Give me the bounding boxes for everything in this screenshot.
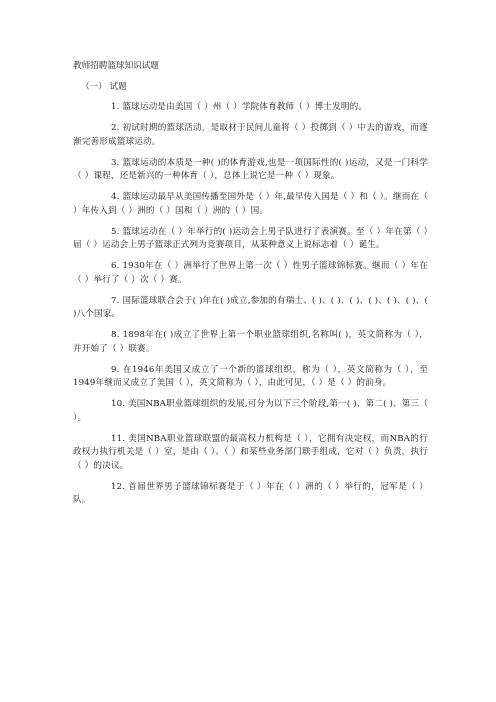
question-7: 7. 国际篮球联合会于( )年在( )成立,参加的有瑞士、( )、( )、( )、( )、( )、( )、( )八个国家。	[73, 295, 428, 319]
question-4: 4. 篮球运动最早从美国传播至国外是（ ）年,最早传入国是（ ）和（ ）。继而在（ ）年传入到（ ）洲的（ ）国和（ ）洲的（ ）国。	[73, 192, 428, 216]
question-12: 12. 首届世界男子篮球锦标赛是于（ ）年在（ ）洲的（ ）举行的，冠军是（ ）队。	[73, 481, 428, 505]
question-10: 10. 美国NBA职业篮球组织的发展,可分为以下三个阶段,第一( )、第二( )、第三（ ）。	[73, 399, 428, 423]
question-11: 11. 美国NBA职业篮球联盟的最高权力机构是（ ），它拥有决定权，而NBA的行政权力执行机关是（ ）室，是由（ ）、（ ）和某些业务部门联手组成，它对（ ）负责，执行（ ）的决议。	[73, 433, 428, 471]
section-heading: （一） 试题	[81, 82, 127, 92]
question-2: 2. 初试时期的篮球活动，是取材于民间儿童将（ ）投掷到（ ）中去的游戏，而逐渐完善形成篮球运动。	[73, 123, 428, 147]
question-9: 9. 在1946年美国又成立了一个新的篮球组织，称为（ ），英文简称为（ ），至1949年继而又成立了美国（ ），英文简称为（ ），由此可见，（ ）是（ ）的前身。	[73, 364, 428, 388]
question-5: 5. 篮球运动在（ ）年举行的( )运动会上男子队进行了表演赛。至（ ）年在第（ ）届（ ）运动会上男子篮球正式列为竞赛项目，从某种意义上说标志着（ ）诞生。	[73, 226, 428, 250]
question-3: 3. 篮球运动的本质是一种( )的体育游戏,也是一项国际性的( )运动，又是一门科学（ ）课程，还是新兴的一种体育（ ），总体上说它是一种（ ）现象。	[73, 157, 428, 181]
question-1: 1. 篮球运动是由美国（ ）州（ ）学院体育教师（ ）博士发明的。	[111, 102, 368, 112]
question-6: 6. 1930年在（ ）洲举行了世界上第一次（ ）性男子篮球锦标赛。继而（ ）年在（ ）举行了（ ）次（ ）赛。	[73, 261, 428, 285]
question-8: 8. 1898年在( )成立了世界上第一个职业篮球组织,名称叫( )，英文简称为（ ），并开始了（ ）联赛。	[73, 330, 428, 354]
document-title: 教师招聘篮球知识试题	[73, 61, 159, 71]
